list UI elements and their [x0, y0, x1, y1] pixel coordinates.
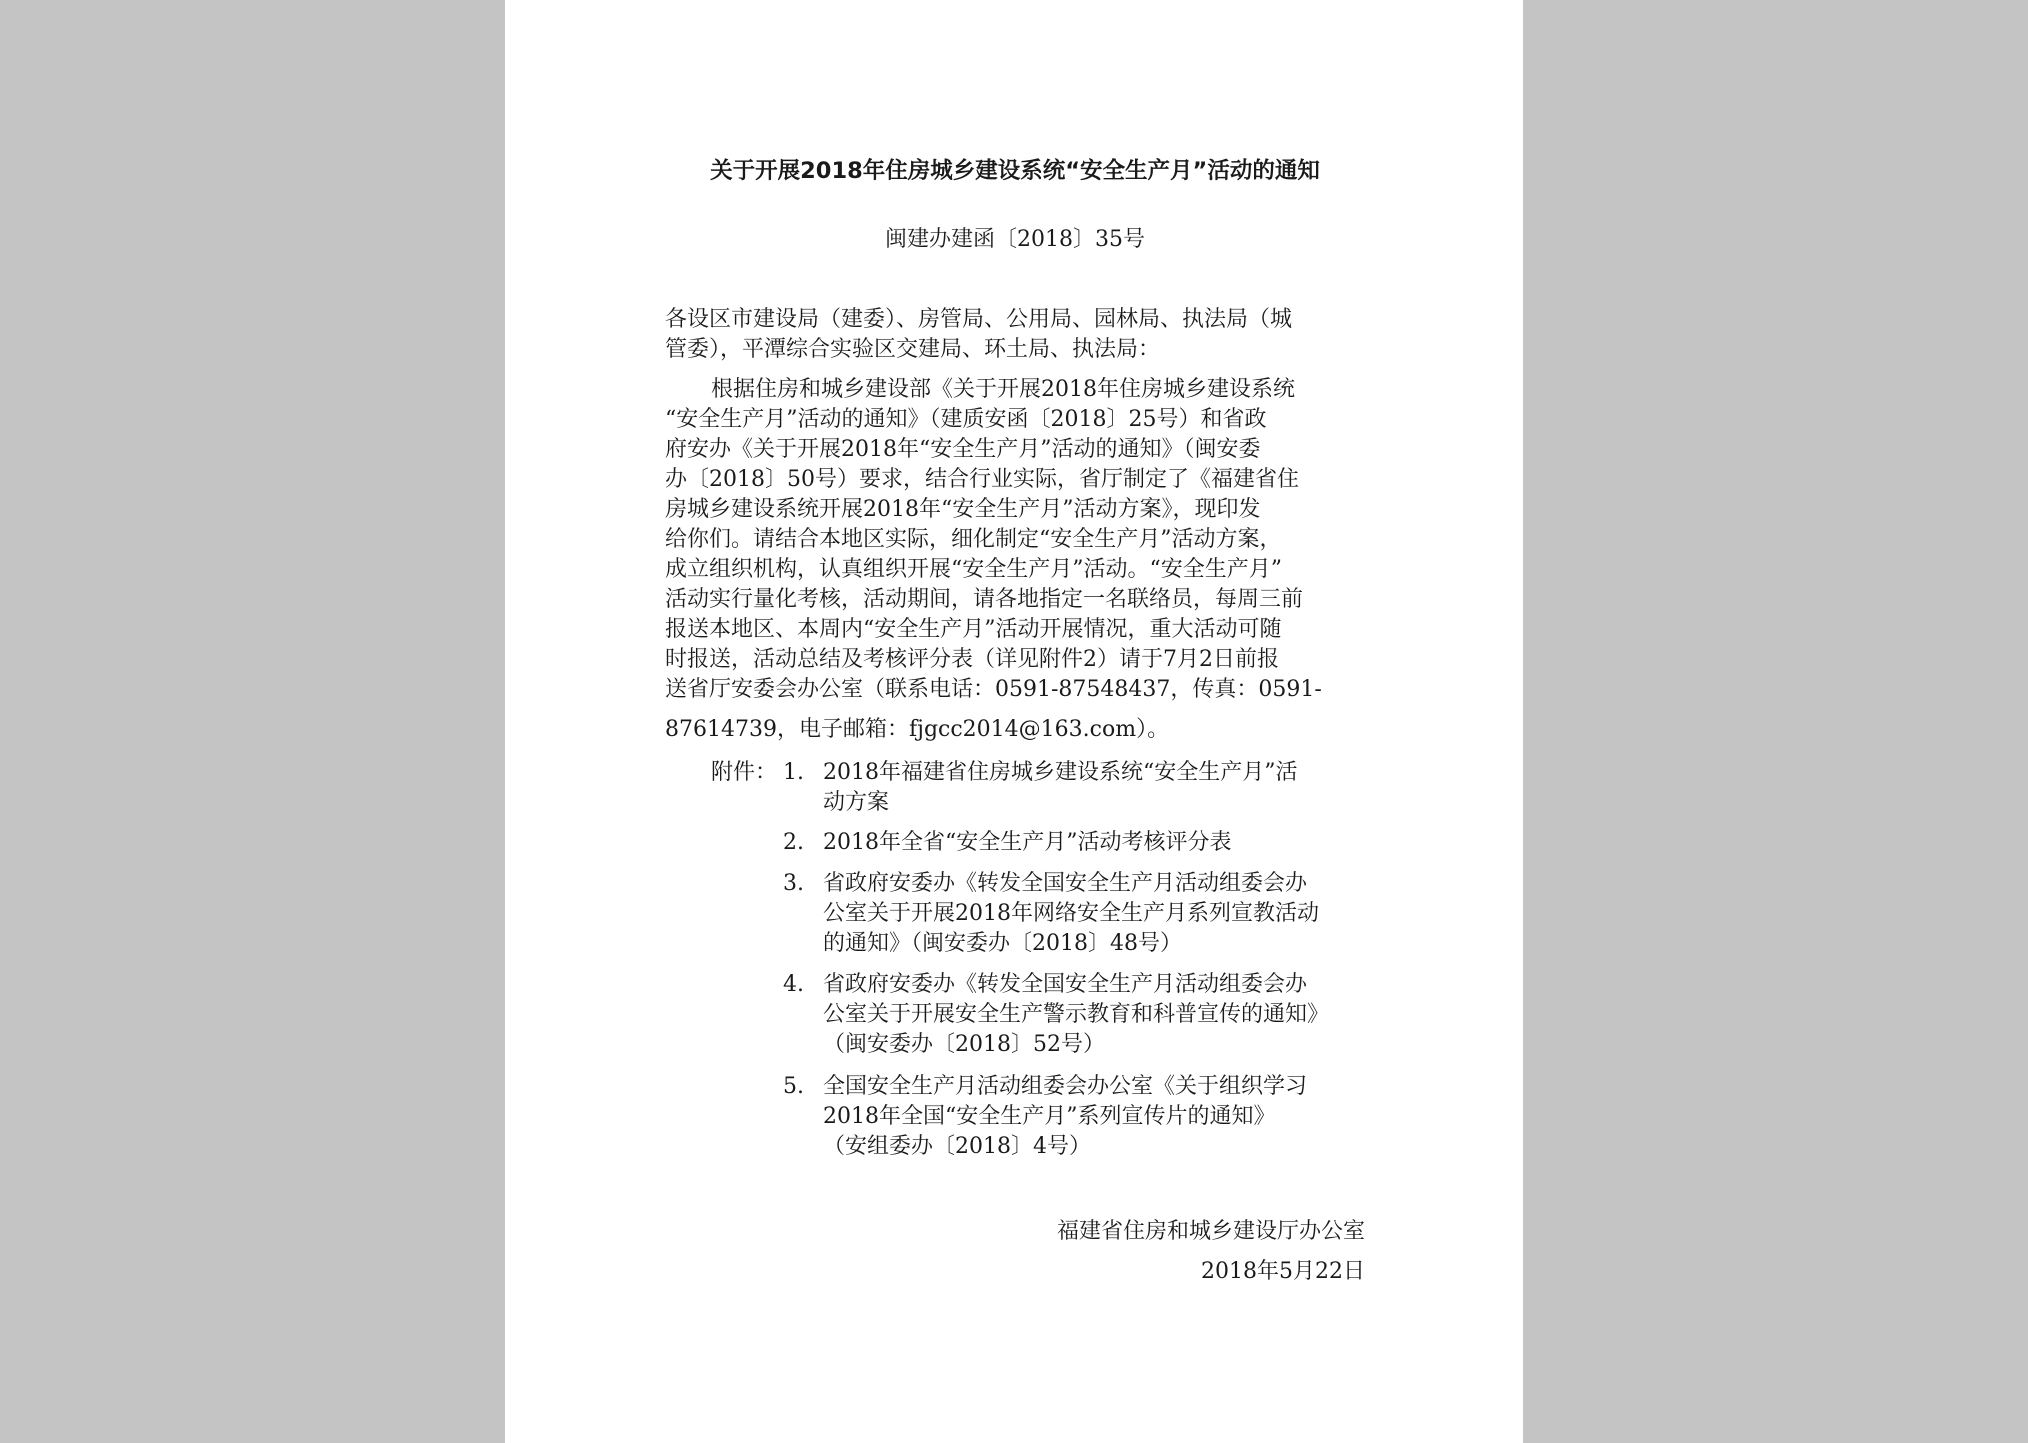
body-line: 成立组织机构，认真组织开展“安全生产月”活动。“安全生产月” [665, 557, 1282, 582]
attachment-line: （安组委办〔2018〕4号） [823, 1134, 1091, 1159]
attachment-line: 全国安全生产月活动组委会办公室《关于组织学习 [823, 1074, 1308, 1099]
attachment-number: 5. [783, 1074, 804, 1099]
body-line: “安全生产月”活动的通知》（建质安函〔2018〕25号）和省政 [665, 407, 1267, 432]
body-line: 报送本地区、本周内“安全生产月”活动开展情况，重大活动可随 [665, 617, 1282, 642]
body-line: 活动实行量化考核，活动期间，请各地指定一名联络员，每周三前 [665, 587, 1304, 612]
attachment-line: 的通知》（闽安委办〔2018〕48号） [823, 931, 1182, 956]
attachment-line: 省政府安委办《转发全国安全生产月活动组委会办 [823, 871, 1308, 896]
body-line: 给你们。请结合本地区实际，细化制定“安全生产月”活动方案， [665, 527, 1282, 552]
body-line: 房城乡建设系统开展2018年“安全生产月”活动方案》，现印发 [665, 497, 1261, 522]
attachment-line: 2018年福建省住房城乡建设系统“安全生产月”活 [823, 760, 1298, 785]
body-line: 根据住房和城乡建设部《关于开展2018年住房城乡建设系统 [711, 377, 1295, 402]
recipients-line: 管委），平潭综合实验区交建局、环土局、执法局： [665, 337, 1161, 362]
body-line: 时报送，活动总结及考核评分表（详见附件2）请于7月2日前报 [665, 647, 1279, 672]
body-line: 87614739，电子邮箱：fjgcc2014@163.com）。 [665, 717, 1170, 742]
document-number: 闽建办建函〔2018〕35号 [885, 227, 1145, 252]
attachment-line: 省政府安委办《转发全国安全生产月活动组委会办 [823, 972, 1308, 997]
attachment-line: 动方案 [823, 790, 890, 815]
signature-organization: 福建省住房和城乡建设厅办公室 [1056, 1219, 1365, 1244]
attachment-line: 公室关于开展2018年网络安全生产月系列宣教活动 [823, 901, 1319, 926]
attachment-line: （闽安委办〔2018〕52号） [823, 1032, 1105, 1057]
attachment-number: 4. [783, 972, 804, 997]
attachment-line: 公室关于开展安全生产警示教育和科普宣传的通知》 [823, 1002, 1330, 1027]
body-line: 府安办《关于开展2018年“安全生产月”活动的通知》（闽安委 [665, 437, 1261, 462]
attachment-line: 2018年全省“安全生产月”活动考核评分表 [823, 830, 1232, 855]
attachment-number: 2. [783, 830, 804, 855]
attachment-number: 1. [783, 760, 804, 785]
document-title: 关于开展2018年住房城乡建设系统“安全生产月”活动的通知 [710, 158, 1320, 184]
document-page [505, 0, 1523, 1443]
body-line: 办〔2018〕50号）要求，结合行业实际，省厅制定了《福建省住 [665, 467, 1299, 492]
recipients-line: 各设区市建设局（建委）、房管局、公用局、园林局、执法局（城 [665, 307, 1293, 332]
signature-date: 2018年5月22日 [1201, 1259, 1365, 1284]
attachment-line: 2018年全国“安全生产月”系列宣传片的通知》 [823, 1104, 1276, 1129]
attachment-number: 3. [783, 871, 804, 896]
attachments-label: 附件： [711, 760, 778, 785]
body-line: 送省厅安委会办公室（联系电话：0591-87548437，传真：0591- [665, 677, 1322, 702]
